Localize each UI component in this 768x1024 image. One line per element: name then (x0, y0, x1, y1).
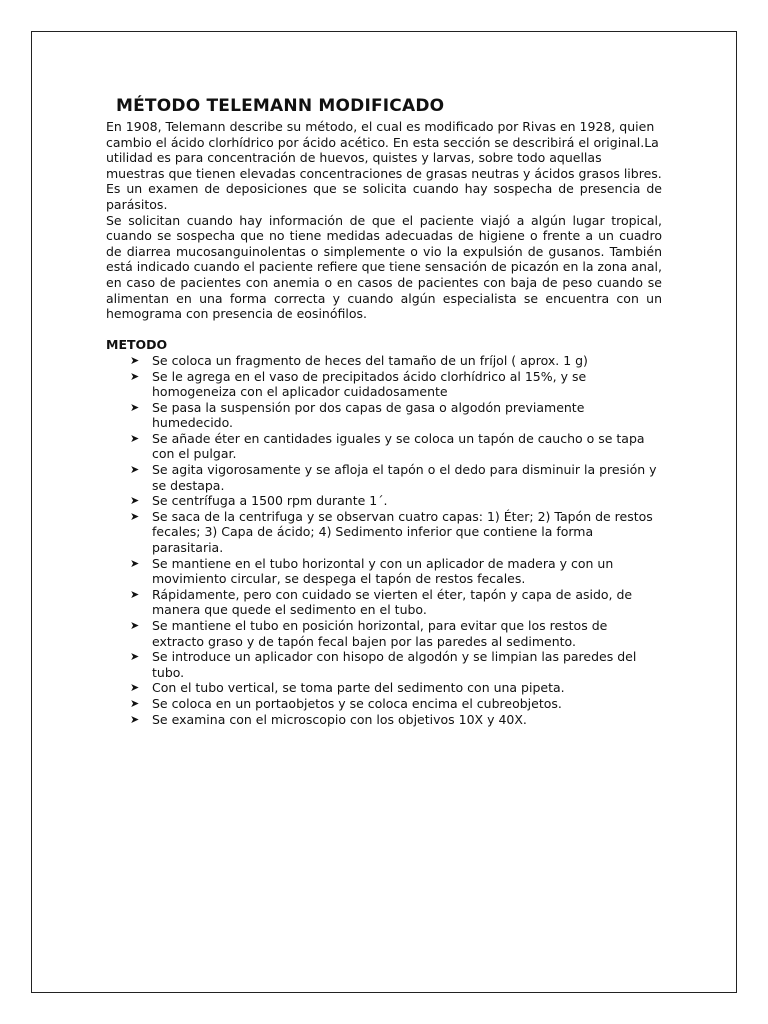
indications-paragraph: Se solicitan cuando hay información de que el paciente viajó a algún lugar tropical, cuando se sospecha que no tiene medidas adecuadas de higiene o frente a un cuadro de diarrea mucosanguinolentas o simplemente o vio la expulsión de gusanos. También está indicado cuando el paciente refiere que tiene sensación de picazón en la zona anal, en caso de pacientes con anemia o en casos de pacientes con baja de peso cuando se alimentan en una forma correcta y cuando algún especialista se encuentra con un hemograma con presencia de eosinófilos. (106, 212, 662, 322)
list-item (106, 556, 662, 587)
document-body (106, 119, 662, 727)
arrow-bullet-icon: ➤ (130, 494, 140, 508)
document-title: MÉTODO TELEMANN MODIFICADO (116, 96, 445, 116)
step-text: Se centrífuga a 1500 rpm durante 1´. (152, 493, 388, 509)
list-item (106, 431, 662, 462)
arrow-bullet-icon: ➤ (130, 463, 140, 477)
step-text: Se añade éter en cantidades iguales y se coloca un tapón de caucho o se tapa con el pulgar. (152, 430, 645, 462)
step-text: Se mantiene el tubo en posición horizontal, para evitar que los restos de extracto graso y de tapón fecal bajen por las paredes al sedimento. (152, 618, 608, 649)
list-item (106, 618, 662, 649)
step-text: Se examina con el microscopio con los objetivos 10X y 40X. (152, 711, 527, 727)
arrow-bullet-icon: ➤ (130, 556, 140, 570)
step-text: Se pasa la suspensión por dos capas de gasa o algodón previamente humedecido. (152, 399, 585, 431)
step-text: Con el tubo vertical, se toma parte del sedimento con una pipeta. (152, 680, 565, 696)
list-item (106, 712, 662, 728)
method-heading: METODO (106, 337, 168, 353)
arrow-bullet-icon: ➤ (130, 509, 140, 523)
arrow-bullet-icon: ➤ (130, 369, 140, 383)
method-steps-list (106, 353, 662, 727)
intro-paragraph: En 1908, Telemann describe su método, el cual es modificado por Rivas en 1928, quien cambio el ácido clorhídrico por ácido acético. En esta sección se describirá el original.La utilidad es para concentración de huevos, quistes y larvas, sobre todo aquellas muestras que tienen elevadas concentraciones de grasas neutras y ácidos grasos libres. (106, 119, 662, 181)
arrow-bullet-icon: ➤ (130, 353, 140, 367)
step-text: Se introduce un aplicador con hisopo de algodón y se limpian las paredes del tubo. (152, 649, 637, 680)
arrow-bullet-icon: ➤ (130, 619, 140, 632)
arrow-bullet-icon: ➤ (130, 431, 140, 445)
section-spacer (106, 322, 662, 338)
list-item (106, 493, 662, 509)
step-text: Se agita vigorosamente y se afloja el tapón o el dedo para disminuir la presión y se destapa. (152, 462, 657, 493)
step-text: Se le agrega en el vaso de precipitados ácido clorhídrico al 15%, y se homogeneiza con el aplicador cuidadosamente (152, 368, 587, 400)
step-text: Se saca de la centrifuga y se observan cuatro capas: 1) Éter; 2) Tapón de restos fecales; 3) Capa de ácido; 4) Sedimento inferior que contiene la forma parasitaria. (152, 508, 653, 556)
list-item (106, 369, 662, 400)
arrow-bullet-icon: ➤ (130, 712, 140, 726)
list-item (106, 353, 662, 369)
list-item (106, 587, 662, 618)
arrow-bullet-icon: ➤ (130, 681, 140, 695)
step-text: Se mantiene en el tubo horizontal y con un aplicador de madera y con un movimiento circular, se despega el tapón de restos fecales. (152, 555, 614, 587)
list-item (106, 462, 662, 493)
list-item (106, 649, 662, 680)
list-item (106, 509, 662, 556)
arrow-bullet-icon: ➤ (130, 400, 140, 414)
step-text: Se coloca en un portaobjetos y se coloca encima el cubreobjetos. (152, 695, 562, 711)
exam-paragraph: Es un examen de deposiciones que se solicita cuando hay sospecha de presencia de parásitos. (106, 181, 662, 212)
step-text: Rápidamente, pero con cuidado se vierten el éter, tapón y capa de asido, de manera que quede el sedimento en el tubo. (152, 586, 633, 618)
arrow-bullet-icon: ➤ (130, 650, 140, 664)
list-item (106, 400, 662, 431)
arrow-bullet-icon: ➤ (130, 696, 140, 710)
step-text: Se coloca un fragmento de heces del tamaño de un fríjol ( aprox. 1 g) (152, 352, 588, 368)
list-item (106, 680, 662, 696)
arrow-bullet-icon: ➤ (130, 587, 140, 601)
list-item (106, 696, 662, 712)
